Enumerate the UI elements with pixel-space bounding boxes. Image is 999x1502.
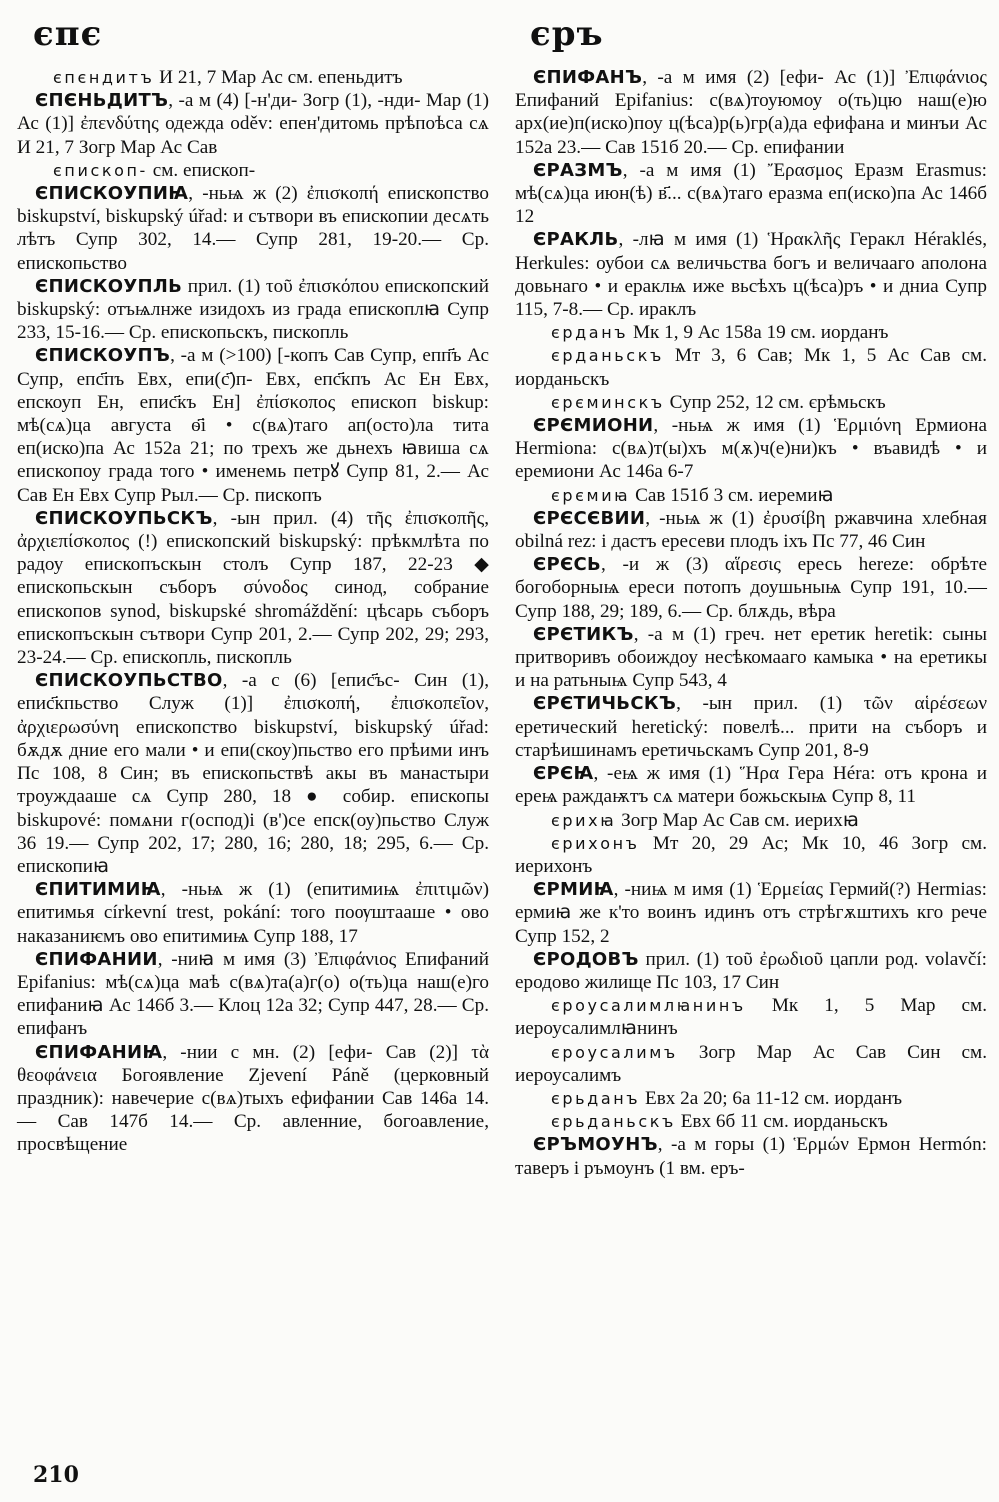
cross-reference <box>515 391 987 414</box>
headword: ЄРЄТИЧЬСКЪ <box>533 693 677 715</box>
headword: ЄРМИꙖ <box>533 879 614 901</box>
dictionary-entry <box>515 159 987 229</box>
entry-text: Сав 151б 3 см. иеремиꙗ <box>630 484 834 506</box>
entry-text: см. епископ- <box>147 159 256 181</box>
headword: єрємиꙗ <box>551 485 631 505</box>
dictionary-entry <box>515 507 987 553</box>
entry-text: , -а м имя (1) Ἔρασμος Еразм Erasmus: мѣ(сѧ)ца июн(ѣ) в҃... с(вѧ)таго еразма еп(иско)па Ас 146б 12 <box>515 159 987 228</box>
headword: ЄПИФАНИꙖ <box>35 1041 163 1063</box>
headword: єрьданъ <box>551 1088 641 1108</box>
dictionary-entry <box>515 692 987 762</box>
headword: єроусалимъ <box>551 1042 678 1062</box>
dictionary-entry <box>17 948 489 1041</box>
headword: ЄПИСКОУПЪ <box>35 345 171 367</box>
headword: ЄПЄНЬДИТЪ <box>35 90 169 112</box>
running-head-right: єръ <box>530 14 604 54</box>
entry-text: прил. (1) τοῦ ἐπισκόπου епископский biskupský: отъѩлнже изидохъ из града епископлꙗ Супр 233, 15-16.— Ср. епископьскъ, пископль <box>17 275 489 344</box>
running-head-left: єпє <box>33 14 103 54</box>
column-right <box>515 66 987 1180</box>
entry-text: , -а м (4) [-н'ди- Зогр (1), -нди- Мар (1) Ас (1)] ἐπενδύτης одежда oděv: епен'дитомь прѣпоѣса сѧ И 21, 7 Зогр Мар Ас Сав <box>17 90 489 158</box>
entry-text: , -ын прил. (1) τῶν αἱρέσεων еретический heretický: повелѣ... прити на съборъ и старѣишинамъ еретичьскамъ Супр 201, 8-9 <box>515 693 987 761</box>
entry-text: , -нии с мн. (2) [ефи- Сав (2)] τὰ θεοφάνεια Богоявление Zjevení Páně (церковный праздник): навечерие с(вѧ)тыхъ ефифании Сав 146а 14.— Сав 147б 14.— Ср. авленние, богоавление, просвѣщение <box>17 1041 489 1156</box>
headword: ЄПИТИМИꙖ <box>35 879 161 901</box>
headword: єрихꙗ <box>551 810 617 830</box>
cross-reference <box>515 1110 987 1133</box>
entry-text: , -а м имя (2) [ефи- Ас (1)] Ἐπιφάνιος Епифаний Epifanius: с(вѧ)тоуюмоу о(ть)цю наш(е)ю арх(ие)п(иско)поу ц(ѣса)р(ь)гр(а)да ефифана и минъи Ас 152а 23.— Сав 151б 20.— Ср. епифании <box>515 67 987 158</box>
dictionary-entry <box>515 553 987 623</box>
dictionary-entry <box>515 414 987 484</box>
headword: єпєндитъ <box>53 68 155 87</box>
headword: ЄПИСКОУПЛЬ <box>35 275 183 297</box>
dictionary-entry <box>515 1133 987 1179</box>
headword: єрихонъ <box>551 833 640 853</box>
entry-text: , -ньѩ ж (1) ἐρυσίβη ржавчина хлебная obilná rez: і дастъ ересеви плодъ іхъ Пс 77, 46 Син <box>515 507 987 553</box>
headword: ЄПИСКОУПИꙖ <box>35 183 189 205</box>
headword: ЄРЄСЄВИИ <box>533 507 646 529</box>
entry-text: , -ниѩ м имя (1) Ἑρμείας Гермий(?) Hermias: ермиꙗ же к'то воинъ идинъ отъ стрѣгѫштихъ кго рече Супр 152, 2 <box>515 879 987 947</box>
cross-reference <box>515 344 987 390</box>
dictionary-entry <box>17 878 489 948</box>
cross-reference <box>515 321 987 344</box>
cross-reference <box>515 1087 987 1110</box>
entry-text: прил. (1) τοῦ ἐρωδιοῦ цапли род. volavčí: еродово жилище Пс 103, 17 Син <box>515 948 987 993</box>
entry-text: , -ньѩ ж (2) ἐπισκοπή епископство biskupství, biskupský úřad: и сътвори въ епископии десѧть лѣтъ Супр 302, 14.— Супр 281, 19-20.— Ср. епископьство <box>17 183 489 274</box>
entry-text: , -а м горы (1) Ἑρμών Ермон Hermón: таверъ і ръмоунъ (1 вм. еръ- <box>515 1134 987 1179</box>
dictionary-entry <box>515 66 987 159</box>
dictionary-entry <box>17 182 489 275</box>
headword: ЄРАЗМЪ <box>533 159 623 181</box>
headword: ЄПИСКОУПЬСКЪ <box>35 507 213 529</box>
cross-reference <box>515 484 987 507</box>
headword: ЄРОДОВЪ <box>533 948 639 970</box>
cross-reference <box>515 832 987 878</box>
entry-text: Мт 20, 29 Ас; Мк 10, 46 Зогр см. иерихонъ <box>515 832 987 877</box>
headword: єрданъ <box>551 323 629 343</box>
entry-text: , -а м (1) греч. нет еретик heretik: сыны притворивъ обоиждоу несѣкомааго камыка • на еретикы и на ратьныѩ Супр 543, 4 <box>515 623 987 692</box>
dictionary-entry <box>515 762 987 808</box>
entry-text: , -а м (>100) [-копъ Сав Супр, епп҃ъ Ас Супр, епс҃пъ Евх, епи(с҃)п- Евх, епс҃кпъ Ас Ен Евх, епскоуп Ен, епис҃къ Ен] ἐπίσκοπος епископ biskup: мѣ(сѧ)ца августа ѳ҃і • с(вѧ)таго ап(осто)ла тита еп(иско)па Ас 152а 21; по трехъ же дьнехъ ꙗвиша сѧ епископоу града того • именемь петрꙋ Супр 81, 2.— Ас Сав Ен Евх Супр Рыл.— Ср. пископъ <box>17 345 489 506</box>
column-left <box>17 66 489 1157</box>
dictionary-entry <box>17 275 489 345</box>
headword: ЄРЄСЬ <box>533 554 602 576</box>
page-number: 210 <box>33 1462 79 1488</box>
headword: єроусалимлꙗнинъ <box>551 996 746 1016</box>
dictionary-entry <box>515 623 987 693</box>
headword: ЄРЄТИКЪ <box>533 623 634 645</box>
headword: єпископ- <box>53 160 148 180</box>
cross-reference <box>17 159 489 182</box>
headword: ЄПИФАНИИ <box>35 948 158 970</box>
entry-text: Супр 252, 12 см. єрѣмьскъ <box>664 391 886 413</box>
entry-text: Евх 6б 11 см. иорданьскъ <box>675 1111 888 1133</box>
cross-reference <box>17 66 489 89</box>
cross-reference <box>515 809 987 832</box>
entry-text: Мк 1, 5 Мар см. иероусалимлꙗнинъ <box>515 995 987 1040</box>
dictionary-entry <box>17 89 489 159</box>
entry-text: Мк 1, 9 Ас 158а 19 см. иорданъ <box>628 322 889 344</box>
headword: ЄРЄМИОНИ <box>533 415 654 437</box>
entry-text: , -и ж (3) αἵρεσις ересь hereze: обрѣте богоборныѩ ереси потопъ доушьныѩ Супр 191, 10.— Супр 188, 29; 189, 6.— Ср. блѫдь, вѣра <box>515 554 987 622</box>
headword: єрданьскъ <box>551 346 664 366</box>
entry-text: Зогр Мар Ас Сав см. иерихꙗ <box>616 809 860 831</box>
entry-text: , -еѩ ж имя (1) Ἥρα Гера Héra: отъ крона и ереѩ раждаѭтъ сѧ матери божьскыѩ Супр 8, 11 <box>515 763 987 808</box>
entry-text: , -ньѩ ж имя (1) Ἑρμιόνη Ермиона Hermiona: с(вѧ)т(ы)хъ м(ѫ)ч(е)ни)къ • въавидѣ • и еремиони Ас 146а 6-7 <box>515 415 987 483</box>
dictionary-entry <box>515 228 987 321</box>
dictionary-entry <box>17 1041 489 1157</box>
entry-text: , -лꙗ м имя (1) Ἡρακλῆς Геракл Héraklés, Herkules: оубои сѧ величьства богъ и величааго аполона довьнаго • и ераклѩ иже вьсѣхъ ц(ѣса)ръ • и дниа Супр 115, 7-8.— Ср. ираклъ <box>515 229 987 321</box>
headword: ЄПИФАНЪ <box>533 67 643 88</box>
entry-text: И 21, 7 Мар Ас см. епеньдитъ <box>154 67 403 88</box>
dictionary-entry <box>17 344 489 506</box>
cross-reference <box>515 994 987 1040</box>
headword: ЄПИСКОУПЬСТВО <box>35 670 223 692</box>
entry-text: , -ниꙗ м имя (3) Ἐπιφάνιος Епифаний Epifanius: мѣ(сѧ)ца маѣ с(вѧ)та(а)г(о) о(ть)ца наш(е)го епифаниꙗ Ас 146б 3.— Клоц 12а 32; Супр 447, 28.— Ср. епифанъ <box>17 948 489 1040</box>
entry-text: Евх 2а 20; 6а 11-12 см. иорданъ <box>640 1087 903 1109</box>
entry-text: , -ын прил. (4) τῆς ἐπισκοπῆς, ἀρχιεπίσκοπος (!) епископский biskupský: прѣкмлѣта по радоу епископъскын столъ Супр 187, 22-23 ◆ епископьскын съборъ σύνοδος синод, собрание епископов synod, biskupské shromáždění: цѣсарь съборъ епископъскын сътвори Супр 201, 2.— Супр 202, 29; 293, 23-24.— Ср. епископль, пископль <box>17 507 489 669</box>
entry-text: Мт 3, 6 Сав; Мк 1, 5 Ас Сав см. иорданьскъ <box>515 345 987 390</box>
headword: ЄРАКЛЬ <box>533 229 619 251</box>
entry-text: , -а с (6) [епис҃ъс- Син (1), епис҃кпьство Служ (1)] ἐπισκοπή, ἐπισκοπεῖον, ἀρχιερωσύνη епископство biskupství, biskupský úřad: бѫдѫ дние его мали • и епи(скоу)пьство его прѣими инъ Пс 108, 8 Син; въ епископьствѣ акы въ манастыри троуждааше сѧ Супр 280, 18 ● собир. епископы biskupové: помѧни г(оспод)і (в')се епск(оу)пьство Служ 36 19.— Супр 202, 17; 280, 16; 280, 18; 295, 6.— Ср. епископиꙗ <box>17 670 489 877</box>
entry-text: , -ньѩ ж (1) (епитимиѩ ἐπιτιμῶν) епитимья církevní trest, pokání: того поѹштааше • ово наказаниѥмъ ово епитимиѩ Супр 188, 17 <box>17 879 489 947</box>
headword: ЄРЄꙖ <box>533 763 594 785</box>
headword: єрьданьскъ <box>551 1112 676 1132</box>
cross-reference <box>515 1041 987 1087</box>
dictionary-entry <box>17 669 489 878</box>
headword: єрєминскъ <box>551 392 665 412</box>
dictionary-entry <box>17 507 489 669</box>
dictionary-entry <box>515 948 987 994</box>
headword: ЄРЪМОУНЪ <box>533 1134 658 1156</box>
entry-text: Зогр Мар Ас Сав Син см. иероусалимъ <box>515 1041 987 1086</box>
dictionary-entry <box>515 878 987 948</box>
